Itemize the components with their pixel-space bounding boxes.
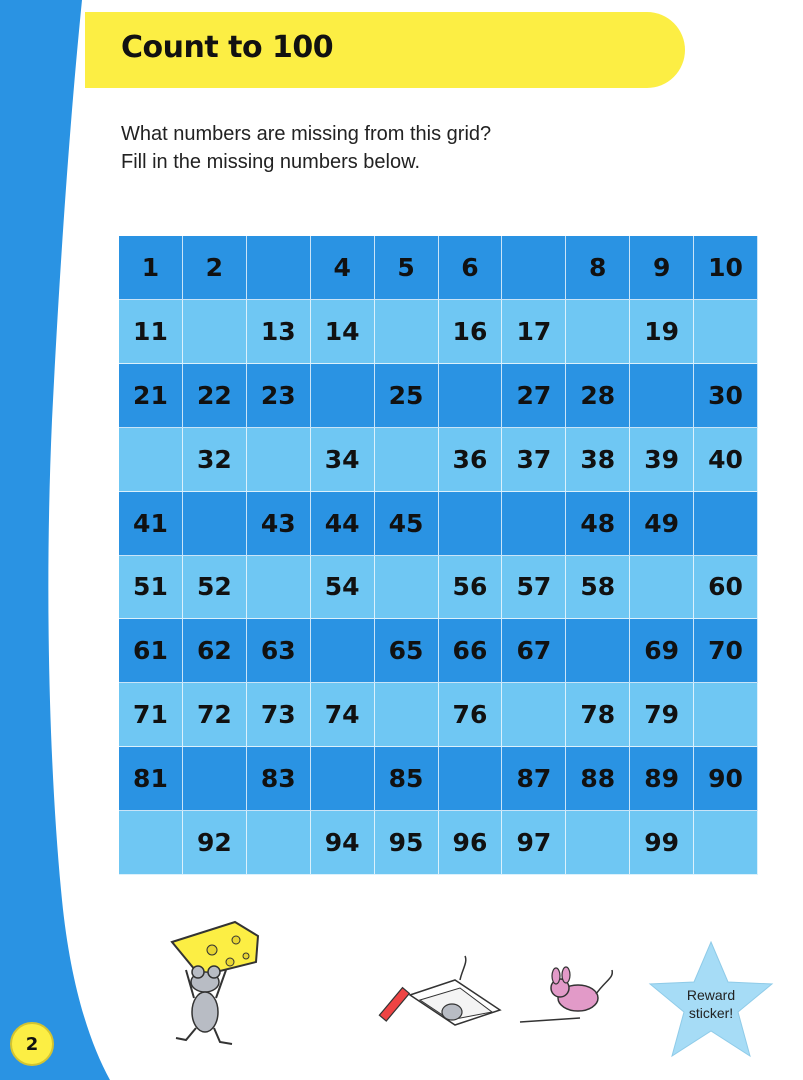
grid-cell: 65 [375,619,439,683]
grid-cell: 52 [183,556,247,620]
grid-cell-empty [694,811,758,875]
grid-cell: 96 [439,811,503,875]
grid-cell: 76 [439,683,503,747]
grid-cell-empty [566,300,630,364]
grid-cell-empty [439,492,503,556]
papers-mouse-icon [410,956,500,1025]
grid-cell-empty [247,428,311,492]
grid-cell: 67 [502,619,566,683]
grid-cell: 5 [375,236,439,300]
instruction-line-1: What numbers are missing from this grid? [121,123,492,145]
page-number: 2 [10,1022,54,1066]
mouse-carrying-icon [176,966,232,1044]
instruction-line-2: Fill in the missing numbers below. [121,151,421,173]
grid-cell: 25 [375,364,439,428]
grid-cell: 90 [694,747,758,811]
grid-cell: 23 [247,364,311,428]
grid-cell: 11 [119,300,183,364]
grid-cell: 49 [630,492,694,556]
number-grid [118,235,759,876]
grid-cell: 36 [439,428,503,492]
grid-cell-empty [694,683,758,747]
grid-cell: 95 [375,811,439,875]
grid-cell: 32 [183,428,247,492]
grid-cell-empty [119,428,183,492]
grid-cell-empty [439,364,503,428]
grid-cell-empty [183,747,247,811]
grid-cell-empty [566,619,630,683]
pencil-icon [379,988,409,1021]
grid-cell: 27 [502,364,566,428]
grid-cell: 88 [566,747,630,811]
grid-cell: 61 [119,619,183,683]
grid-cell: 10 [694,236,758,300]
grid-cell: 41 [119,492,183,556]
grid-cell-empty [311,619,375,683]
grid-cell-empty [694,492,758,556]
reward-sticker-label [668,986,754,1022]
grid-cell: 54 [311,556,375,620]
grid-cell-empty [375,428,439,492]
grid-cell: 97 [502,811,566,875]
grid-cell-empty [247,236,311,300]
instructions [121,120,491,176]
grid-cell: 48 [566,492,630,556]
grid-cell: 92 [183,811,247,875]
grid-cell: 14 [311,300,375,364]
grid-cell: 30 [694,364,758,428]
grid-cell: 73 [247,683,311,747]
grid-cell: 34 [311,428,375,492]
grid-cell: 28 [566,364,630,428]
pink-mouse-icon [520,967,612,1022]
grid-cell-empty [311,364,375,428]
grid-cell: 87 [502,747,566,811]
grid-cell-empty [375,683,439,747]
grid-cell: 21 [119,364,183,428]
grid-cell-empty [630,556,694,620]
grid-cell: 22 [183,364,247,428]
grid-cell: 78 [566,683,630,747]
grid-cell-empty [502,683,566,747]
grid-cell-empty [183,492,247,556]
grid-cell-empty [311,747,375,811]
grid-cell: 70 [694,619,758,683]
grid-cell: 17 [502,300,566,364]
grid-cell: 9 [630,236,694,300]
grid-cell-empty [119,811,183,875]
grid-cell: 62 [183,619,247,683]
sticker-word: sticker! [688,1005,734,1021]
grid-cell: 83 [247,747,311,811]
grid-cell: 38 [566,428,630,492]
grid-cell-empty [439,747,503,811]
grid-cell: 79 [630,683,694,747]
grid-cell: 1 [119,236,183,300]
grid-cell: 13 [247,300,311,364]
grid-cell: 4 [311,236,375,300]
grid-cell-empty [502,236,566,300]
grid-cell: 6 [439,236,503,300]
grid-cell: 19 [630,300,694,364]
grid-cell: 72 [183,683,247,747]
grid-cell-empty [502,492,566,556]
grid-cell: 94 [311,811,375,875]
grid-cell: 51 [119,556,183,620]
grid-cell: 44 [311,492,375,556]
grid-cell: 56 [439,556,503,620]
grid-cell-empty [375,300,439,364]
grid-cell-empty [247,811,311,875]
grid-cell: 99 [630,811,694,875]
grid-cell: 69 [630,619,694,683]
grid-cell-empty [183,300,247,364]
grid-cell: 58 [566,556,630,620]
grid-cell: 16 [439,300,503,364]
grid-cell: 81 [119,747,183,811]
grid-cell: 71 [119,683,183,747]
grid-cell-empty [247,556,311,620]
grid-cell: 45 [375,492,439,556]
grid-cell-empty [375,556,439,620]
grid-cell: 43 [247,492,311,556]
grid-cell: 8 [566,236,630,300]
reward-word: Reward [686,987,736,1003]
grid-cell-empty [566,811,630,875]
grid-cell: 57 [502,556,566,620]
grid-cell: 63 [247,619,311,683]
grid-cell: 60 [694,556,758,620]
grid-cell: 89 [630,747,694,811]
grid-cell: 66 [439,619,503,683]
grid-cell: 39 [630,428,694,492]
grid-cell: 2 [183,236,247,300]
grid-cell-empty [694,300,758,364]
grid-cell: 37 [502,428,566,492]
page-title: Count to 100 [121,30,334,65]
grid-cell-empty [630,364,694,428]
grid-cell: 74 [311,683,375,747]
grid-cell: 40 [694,428,758,492]
grid-cell: 85 [375,747,439,811]
